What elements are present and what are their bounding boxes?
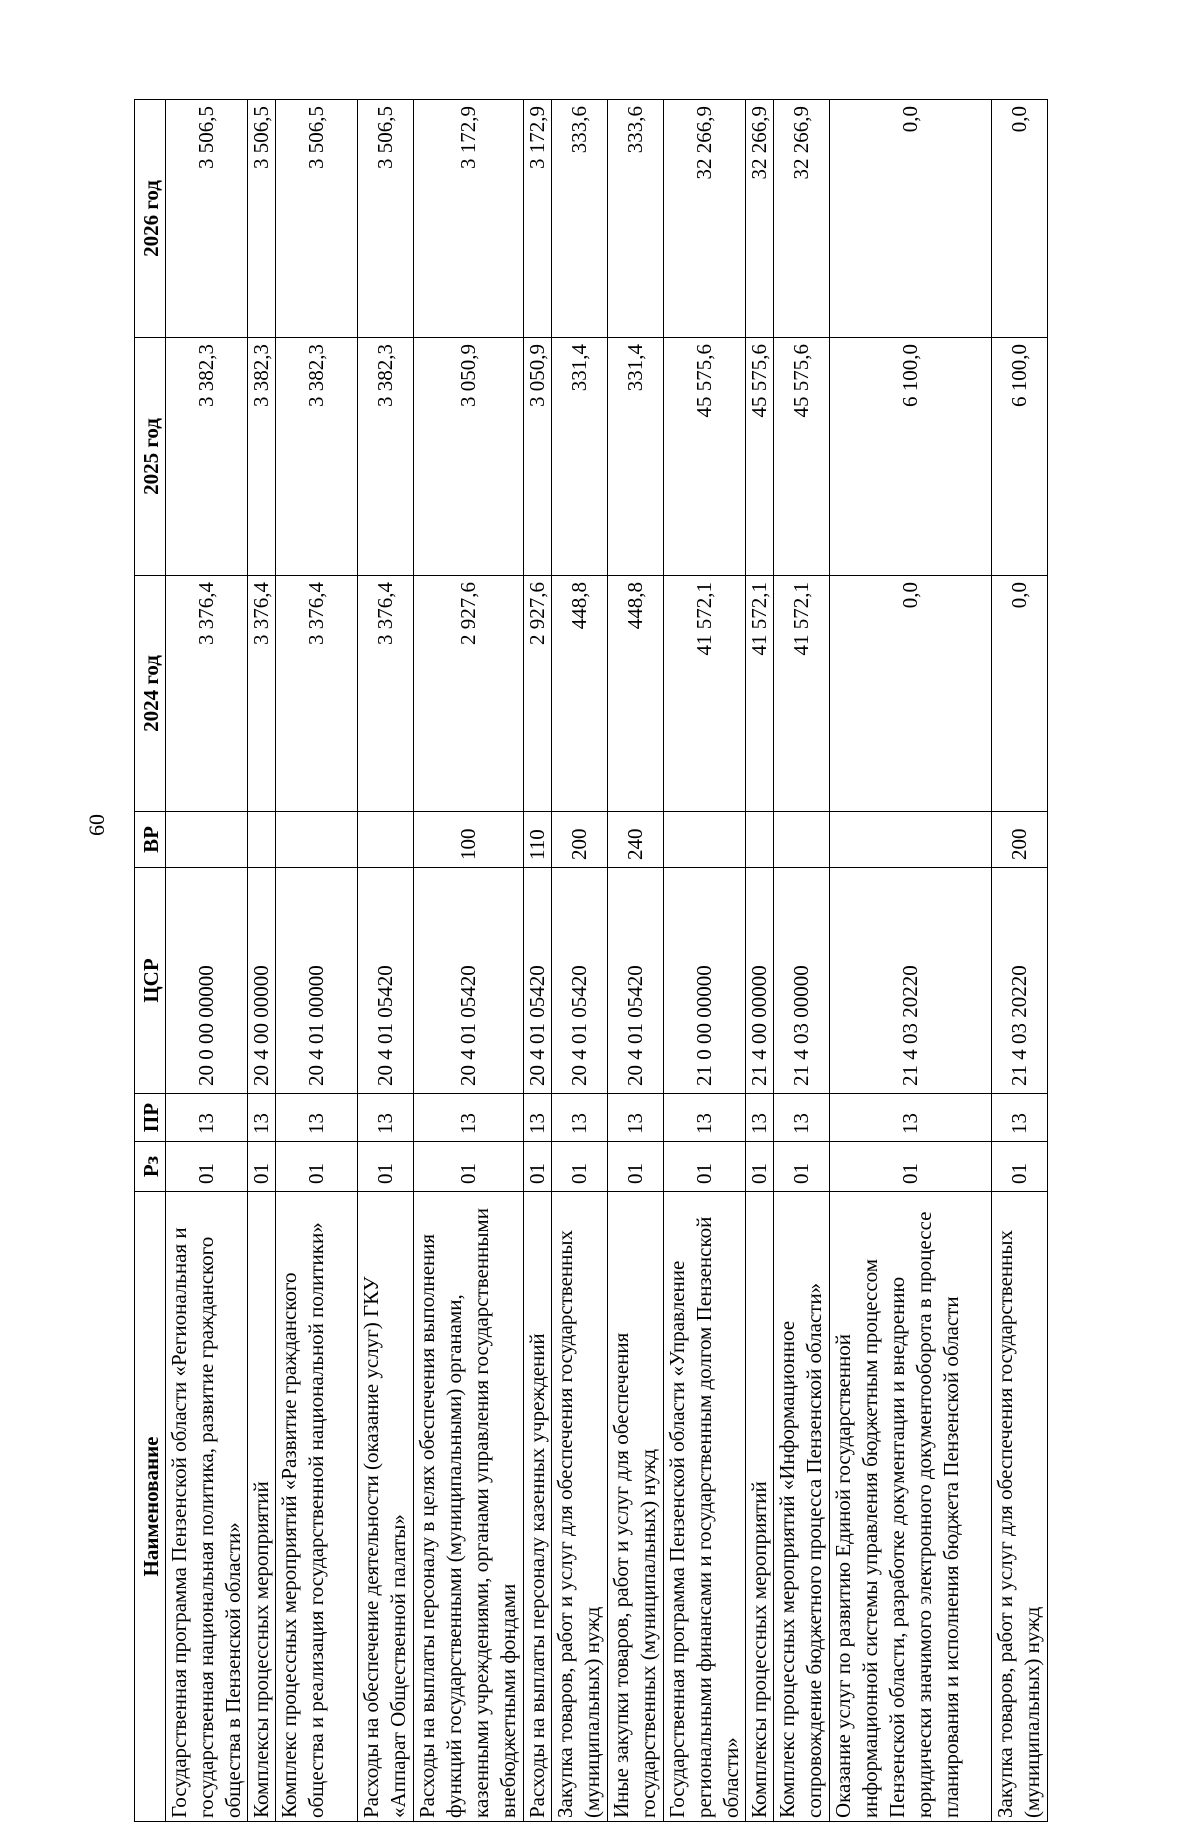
row-name: Комплексы процессных мероприятий (248, 1192, 276, 1822)
row-pr: 13 (276, 1094, 358, 1142)
table-row (276, 100, 358, 1822)
row-2026: 333,6 (608, 100, 664, 338)
row-rz: 01 (746, 1142, 774, 1192)
row-vr: 240 (608, 812, 664, 868)
row-csr: 21 0 00 00000 (664, 868, 746, 1094)
header-name: Наименование (135, 1192, 166, 1822)
row-rz: 01 (830, 1142, 992, 1192)
row-rz: 01 (992, 1142, 1048, 1192)
row-pr: 13 (608, 1094, 664, 1142)
row-2025: 6 100,0 (830, 338, 992, 576)
row-pr: 13 (248, 1094, 276, 1142)
row-vr (358, 812, 414, 868)
row-name: Государственная программа Пензенской области «Управление региональными финансами и государственным долгом Пензенской области» (664, 1192, 746, 1822)
row-name: Расходы на выплаты персоналу в целях обеспечения выполнения функций государственными (муниципальными) органами, казенными учреждениями, органами управления государственными внебюджетными фондами (414, 1192, 524, 1822)
table-row (830, 100, 992, 1822)
row-csr: 20 4 01 00000 (276, 868, 358, 1094)
header-rz: Рз (135, 1142, 166, 1192)
row-csr: 20 0 00 00000 (166, 868, 248, 1094)
row-rz: 01 (414, 1142, 524, 1192)
table-row (166, 100, 248, 1822)
header-csr: ЦСР (135, 868, 166, 1094)
header-2025: 2025 год (135, 338, 166, 576)
row-2024: 0,0 (992, 576, 1048, 812)
header-2026: 2026 год (135, 100, 166, 338)
table-row (358, 100, 414, 1822)
table-row (746, 100, 774, 1822)
row-2025: 331,4 (552, 338, 608, 576)
row-2025: 45 575,6 (774, 338, 830, 576)
row-2025: 3 382,3 (276, 338, 358, 576)
row-vr (774, 812, 830, 868)
table-row (524, 100, 552, 1822)
row-rz: 01 (774, 1142, 830, 1192)
row-pr: 13 (358, 1094, 414, 1142)
budget-table (134, 99, 1048, 1822)
row-vr: 110 (524, 812, 552, 868)
row-pr: 13 (830, 1094, 992, 1142)
row-pr: 13 (166, 1094, 248, 1142)
row-name: Иные закупки товаров, работ и услуг для обеспечения государственных (муниципальных) нужд (608, 1192, 664, 1822)
row-vr (248, 812, 276, 868)
row-rz: 01 (358, 1142, 414, 1192)
row-csr: 20 4 01 05420 (358, 868, 414, 1094)
table-row (992, 100, 1048, 1822)
row-2024: 3 376,4 (248, 576, 276, 812)
row-2024: 3 376,4 (276, 576, 358, 812)
row-csr: 20 4 01 05420 (414, 868, 524, 1094)
row-csr: 20 4 01 05420 (524, 868, 552, 1094)
row-rz: 01 (664, 1142, 746, 1192)
row-2024: 2 927,6 (524, 576, 552, 812)
row-2024: 448,8 (552, 576, 608, 812)
row-2024: 0,0 (830, 576, 992, 812)
row-csr: 20 4 01 05420 (552, 868, 608, 1094)
row-name: Закупка товаров, работ и услуг для обеспечения государственных (муниципальных) нужд (992, 1192, 1048, 1822)
row-2025: 3 382,3 (248, 338, 276, 576)
row-2026: 32 266,9 (746, 100, 774, 338)
row-csr: 20 4 01 05420 (608, 868, 664, 1094)
row-vr: 200 (992, 812, 1048, 868)
row-rz: 01 (248, 1142, 276, 1192)
row-2025: 3 050,9 (524, 338, 552, 576)
row-vr (664, 812, 746, 868)
row-2024: 41 572,1 (746, 576, 774, 812)
row-name: Закупка товаров, работ и услуг для обеспечения государственных (муниципальных) нужд (552, 1192, 608, 1822)
header-2024: 2024 год (135, 576, 166, 812)
table-row (608, 100, 664, 1822)
row-pr: 13 (774, 1094, 830, 1142)
row-name: Расходы на выплаты персоналу казенных учреждений (524, 1192, 552, 1822)
row-2026: 3 172,9 (524, 100, 552, 338)
row-name: Расходы на обеспечение деятельности (оказание услуг) ГКУ «Аппарат Общественной палаты» (358, 1192, 414, 1822)
row-vr: 100 (414, 812, 524, 868)
row-2024: 2 927,6 (414, 576, 524, 812)
row-rz: 01 (524, 1142, 552, 1192)
row-2026: 3 506,5 (166, 100, 248, 338)
row-rz: 01 (608, 1142, 664, 1192)
row-vr (276, 812, 358, 868)
row-pr: 13 (664, 1094, 746, 1142)
row-csr: 21 4 00 00000 (746, 868, 774, 1094)
row-2026: 32 266,9 (774, 100, 830, 338)
table-row (248, 100, 276, 1822)
row-csr: 20 4 00 00000 (248, 868, 276, 1094)
header-pr: ПР (135, 1094, 166, 1142)
row-2025: 3 382,3 (166, 338, 248, 576)
row-2026: 0,0 (992, 100, 1048, 338)
row-2026: 3 506,5 (358, 100, 414, 338)
row-pr: 13 (746, 1094, 774, 1142)
row-name: Государственная программа Пензенской области «Региональная и государственная национальная политика, развитие гражданского общества в Пензенской области» (166, 1192, 248, 1822)
row-2025: 45 575,6 (664, 338, 746, 576)
row-rz: 01 (276, 1142, 358, 1192)
row-rz: 01 (552, 1142, 608, 1192)
row-2024: 41 572,1 (774, 576, 830, 812)
row-pr: 13 (992, 1094, 1048, 1142)
row-csr: 21 4 03 20220 (830, 868, 992, 1094)
row-vr (746, 812, 774, 868)
page-number: 60 (84, 814, 109, 836)
row-2026: 0,0 (830, 100, 992, 338)
row-2025: 3 050,9 (414, 338, 524, 576)
row-2026: 3 172,9 (414, 100, 524, 338)
row-name: Комплексы процессных мероприятий (746, 1192, 774, 1822)
row-2024: 3 376,4 (358, 576, 414, 812)
row-2026: 32 266,9 (664, 100, 746, 338)
table-row (664, 100, 746, 1822)
row-2024: 3 376,4 (166, 576, 248, 812)
row-pr: 13 (524, 1094, 552, 1142)
row-2025: 3 382,3 (358, 338, 414, 576)
rotated-table-container (134, 100, 1042, 1822)
row-name: Комплекс процессных мероприятий «Информационное сопровождение бюджетного процесса Пензенской области» (774, 1192, 830, 1822)
row-name: Комплекс процессных мероприятий «Развитие гражданского общества и реализация государственной национальной политики» (276, 1192, 358, 1822)
row-2025: 6 100,0 (992, 338, 1048, 576)
table-row (552, 100, 608, 1822)
row-csr: 21 4 03 00000 (774, 868, 830, 1094)
header-vr: ВР (135, 812, 166, 868)
row-pr: 13 (414, 1094, 524, 1142)
row-2024: 41 572,1 (664, 576, 746, 812)
row-name: Оказание услуг по развитию Единой государственной информационной системы управления бюджетным процессом Пензенской области, разработке документации и внедрению юридически значимого электронного документооборота в процессе планирования и исполнения бюджета Пензенской области (830, 1192, 992, 1822)
table-row (414, 100, 524, 1822)
row-pr: 13 (552, 1094, 608, 1142)
row-2024: 448,8 (608, 576, 664, 812)
row-csr: 21 4 03 20220 (992, 868, 1048, 1094)
table-row (774, 100, 830, 1822)
row-2026: 3 506,5 (248, 100, 276, 338)
row-2025: 331,4 (608, 338, 664, 576)
row-rz: 01 (166, 1142, 248, 1192)
row-2025: 45 575,6 (746, 338, 774, 576)
row-2026: 3 506,5 (276, 100, 358, 338)
row-vr (166, 812, 248, 868)
header-row (135, 100, 166, 1822)
row-vr: 200 (552, 812, 608, 868)
row-vr (830, 812, 992, 868)
row-2026: 333,6 (552, 100, 608, 338)
